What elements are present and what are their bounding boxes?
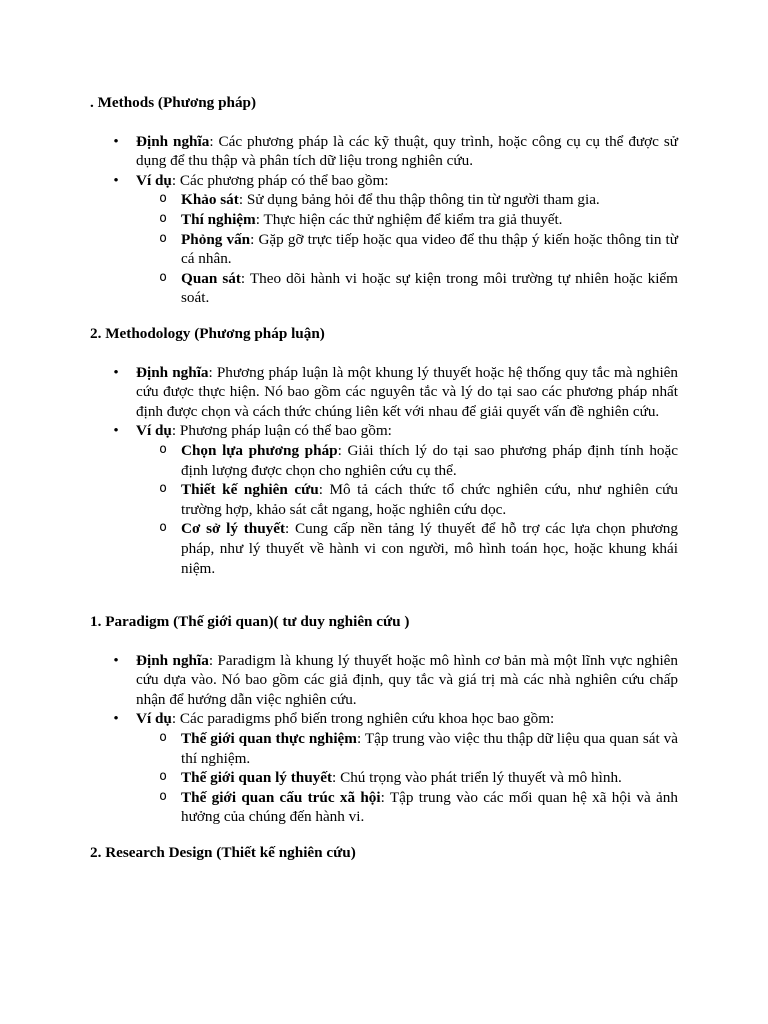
item-term: Ví dụ: [136, 422, 172, 440]
item-term: Ví dụ: [136, 171, 172, 189]
item-text: : Giải thích lý do tại sao phương pháp định tính hoặc định lượng được chọn cho nghiên cứu cụ thể.: [181, 441, 678, 479]
item-text: : Sử dụng bảng hỏi để thu thập thông tin từ người tham gia.: [238, 191, 600, 209]
bullet-icon: •: [113, 651, 119, 669]
item-text: : Các phương pháp là các kỹ thuật, quy trình, hoặc công cụ cụ thể được sử dụng để thu thập và phân tích dữ liệu trong nghiên cứu.: [136, 132, 678, 170]
circle-bullet-icon: o: [159, 481, 167, 497]
bullet-icon: •: [113, 171, 119, 189]
circle-bullet-icon: o: [159, 441, 167, 457]
item-term: Thế giới quan lý thuyết: [181, 769, 333, 787]
bullet-icon: •: [113, 710, 119, 728]
sub-list-item: [136, 768, 678, 788]
bullet-icon: •: [113, 363, 119, 381]
section-research-design: [90, 843, 678, 863]
sub-list-item: [136, 480, 678, 519]
list-item: [90, 421, 678, 578]
item-term: Phỏng vấn: [181, 230, 251, 248]
sub-list-item: [136, 441, 678, 480]
list-item: [90, 709, 678, 827]
item-term: Cơ sở lý thuyết: [181, 520, 286, 538]
item-text: : Cung cấp nền tảng lý thuyết để hỗ trợ các lựa chọn phương pháp, như lý thuyết về hành vi con người, mô hình toán học, hoặc khung khái niệm.: [181, 520, 678, 577]
bullet-list: [90, 132, 678, 308]
circle-bullet-icon: o: [159, 269, 167, 285]
item-term: Thế giới quan cấu trúc xã hội: [181, 788, 381, 806]
circle-bullet-icon: o: [159, 191, 167, 207]
sub-list-item: [136, 230, 678, 269]
item-text: : Các phương pháp có thể bao gồm:: [171, 171, 389, 189]
item-text: : Các paradigms phổ biến trong nghiên cứu khoa học bao gồm:: [171, 710, 555, 728]
sub-list-item: [136, 210, 678, 230]
item-term: Thế giới quan thực nghiệm: [181, 729, 357, 747]
list-item: [90, 363, 678, 422]
item-term: Quan sát: [181, 269, 241, 287]
bullet-icon: •: [113, 422, 119, 440]
list-item: [90, 132, 678, 171]
sub-list-item: [136, 190, 678, 210]
sub-list-item: [136, 519, 678, 578]
circle-bullet-icon: o: [159, 520, 167, 536]
section-methodology: [90, 324, 678, 578]
circle-bullet-icon: o: [159, 769, 167, 785]
circle-bullet-icon: o: [159, 729, 167, 745]
sub-list: [136, 190, 678, 308]
sub-list-item: [136, 788, 678, 827]
sub-list: [136, 729, 678, 827]
item-term: Định nghĩa: [136, 132, 210, 150]
item-text: : Tập trung vào các mối quan hệ xã hội và ảnh hưởng của chúng đến hành vi.: [181, 788, 678, 826]
circle-bullet-icon: o: [159, 230, 167, 246]
item-term: Định nghĩa: [136, 363, 209, 381]
section-methods: [90, 93, 678, 308]
item-text: : Chú trọng vào phát triển lý thuyết và mô hình.: [332, 769, 622, 787]
section-title: 2. Research Design (Thiết kế nghiên cứu): [90, 844, 356, 861]
item-text: : Thực hiện các thử nghiệm để kiểm tra giả thuyết.: [255, 210, 563, 228]
item-text: : Paradigm là khung lý thuyết hoặc mô hình cơ bản mà một lĩnh vực nghiên cứu dựa vào. Nó bao gồm các giả định, quy tắc và giá trị mà các nhà nghiên cứu chấp nhận để hướng dẫn việc nghiên cứu.: [136, 651, 678, 708]
sub-list-item: [136, 269, 678, 308]
item-text: : Tập trung vào việc thu thập dữ liệu qua quan sát và thí nghiệm.: [181, 729, 678, 767]
bullet-list: [90, 363, 678, 579]
sub-list: [136, 441, 678, 578]
section-title: 1. Paradigm (Thế giới quan)( tư duy nghiên cứu ): [90, 613, 410, 630]
circle-bullet-icon: o: [159, 210, 167, 226]
bullet-icon: •: [113, 132, 119, 150]
circle-bullet-icon: o: [159, 788, 167, 804]
list-item: [90, 651, 678, 710]
item-term: Chọn lựa phương pháp: [181, 441, 338, 459]
item-term: Thiết kế nghiên cứu: [181, 481, 319, 499]
section-title: . Methods (Phương pháp): [90, 94, 257, 111]
item-text: : Theo dõi hành vi hoặc sự kiện trong môi trường tự nhiên hoặc kiểm soát.: [181, 269, 678, 307]
item-term: Thí nghiệm: [181, 210, 256, 228]
list-item: [90, 171, 678, 308]
item-text: : Phương pháp luận là một khung lý thuyết hoặc hệ thống quy tắc mà nghiên cứu được thực hiện. Nó bao gồm các nguyên tắc và lý do tại sao các phương pháp nhất định được chọn và cách thức chúng liên kết với nhau để giải quyết vấn đề nghiên cứu.: [136, 363, 678, 420]
item-term: Định nghĩa: [136, 651, 209, 669]
bullet-list: [90, 651, 678, 827]
item-term: Khảo sát: [181, 191, 239, 209]
sub-list-item: [136, 729, 678, 768]
section-title: 2. Methodology (Phương pháp luận): [90, 325, 325, 342]
item-text: : Phương pháp luận có thể bao gồm:: [171, 422, 392, 440]
section-paradigm: [90, 612, 678, 827]
item-term: Ví dụ: [136, 710, 172, 728]
item-text: : Gặp gỡ trực tiếp hoặc qua video để thu thập ý kiến hoặc thông tin từ cá nhân.: [181, 230, 678, 268]
item-text: : Mô tả cách thức tổ chức nghiên cứu, như nghiên cứu trường hợp, khảo sát cắt ngang, hoặc nghiên cứu dọc.: [181, 481, 678, 518]
